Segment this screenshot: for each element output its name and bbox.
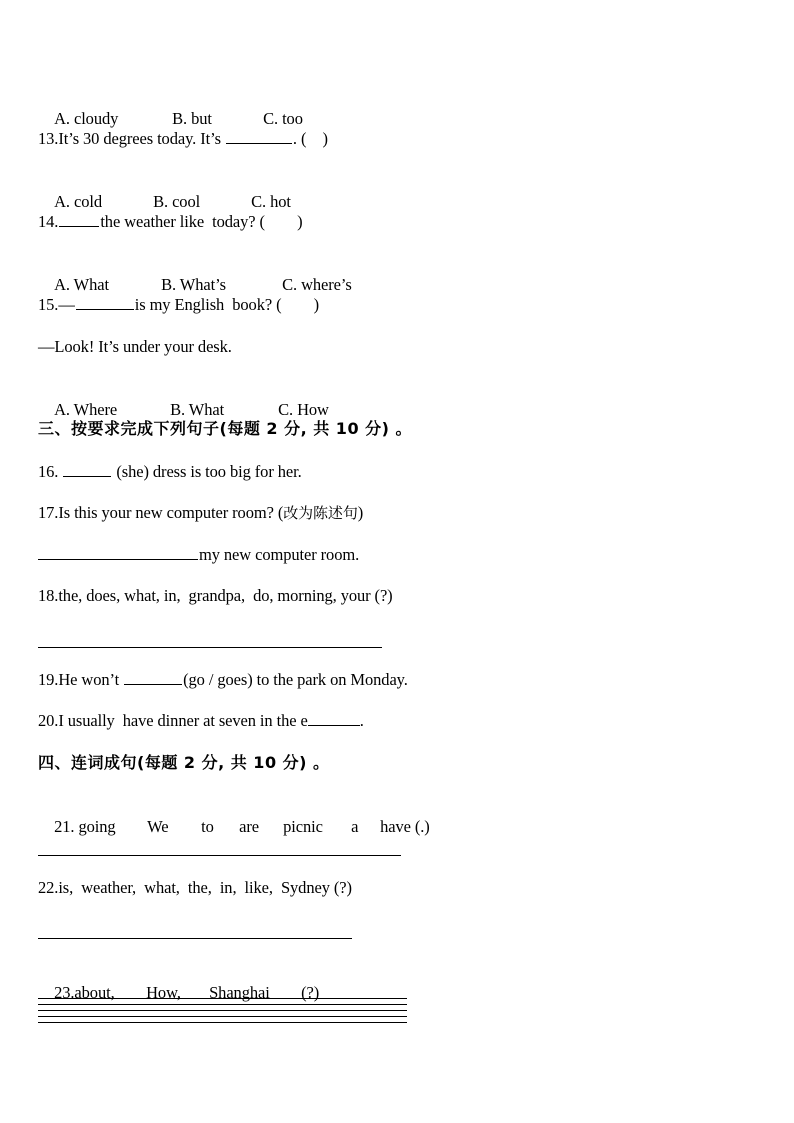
- q14-blank[interactable]: [59, 212, 99, 227]
- question-16: [38, 461, 302, 483]
- q13-option-b: B. cool: [153, 192, 201, 211]
- q14-option-a: A. What: [54, 275, 110, 294]
- q23-word-4: (?): [301, 983, 320, 1002]
- q17-answer-blank[interactable]: [38, 545, 198, 560]
- q17-text: 17.Is this your new computer room? (: [38, 503, 284, 522]
- q23-answer-line-3[interactable]: [38, 1010, 407, 1011]
- q13-text: 13.It’s 30 degrees today. It’s: [38, 129, 225, 148]
- q12-option-a: A. cloudy: [54, 109, 119, 128]
- q22-answer-line[interactable]: [38, 938, 352, 939]
- q15-blank[interactable]: [76, 295, 134, 310]
- section-4-heading: 四、连词成句(每题 2 分, 共 10 分) 。: [38, 753, 330, 772]
- q21-word-5: picnic: [283, 817, 323, 836]
- q21-word-1: 21. going: [54, 817, 116, 836]
- q17-answer-row: [38, 544, 359, 566]
- q17-instruction: 改为陈述句: [283, 504, 358, 522]
- q17-answer-text: my new computer room.: [199, 545, 360, 564]
- q20-blank[interactable]: [308, 711, 360, 726]
- q16-blank[interactable]: [63, 462, 111, 477]
- q12-option-c: C. too: [263, 109, 303, 128]
- question-22: 22.is, weather, what, the, in, like, Sydney (?): [38, 878, 352, 897]
- q20-text: 20.I usually have dinner at seven in the e: [38, 711, 308, 730]
- q18-answer-line[interactable]: [38, 647, 382, 648]
- section-3-heading: 三、按要求完成下列句子(每题 2 分, 共 10 分) 。: [38, 419, 413, 438]
- q15-reply: —Look! It’s under your desk.: [38, 337, 232, 356]
- q23-answer-line-4[interactable]: [38, 1016, 407, 1017]
- q16-number: 16.: [38, 462, 63, 481]
- question-21: [38, 794, 430, 860]
- q16-text: (she) dress is too big for her.: [112, 462, 302, 481]
- q23-answer-line-1[interactable]: [38, 998, 407, 999]
- q15-option-c: C. How: [278, 400, 329, 419]
- q13-option-a: A. cold: [54, 192, 102, 211]
- question-18: 18.the, does, what, in, grandpa, do, morning, your (?): [38, 586, 393, 605]
- q19-blank[interactable]: [124, 670, 182, 685]
- q13-option-c: C. hot: [251, 192, 291, 211]
- q19-text: 19.He won’t: [38, 670, 124, 689]
- question-20: [38, 710, 364, 732]
- q19-text-end: (go / goes) to the park on Monday.: [183, 670, 408, 689]
- question-13: [38, 128, 328, 150]
- q14-text: the weather like today? ( ): [100, 212, 303, 231]
- q20-period: .: [359, 711, 364, 730]
- q15-text: is my English book? ( ): [134, 295, 320, 314]
- q13-blank[interactable]: [226, 129, 292, 144]
- question-17: [38, 502, 363, 524]
- q17-close-paren: ): [357, 503, 364, 522]
- q21-answer-line[interactable]: [38, 855, 401, 856]
- q13-paren: . ( ): [292, 129, 328, 148]
- q12-option-b: B. but: [172, 109, 212, 128]
- q21-word-2: We: [147, 817, 169, 836]
- q23-word-3: Shanghai: [209, 983, 270, 1002]
- q15-number: 15.—: [38, 295, 75, 314]
- q14-option-b: B. What’s: [161, 275, 226, 294]
- q23-word-1: 23.about,: [54, 983, 115, 1002]
- q21-word-3: to: [201, 817, 214, 836]
- q14-option-c: C. where’s: [282, 275, 352, 294]
- q14-number: 14.: [38, 212, 59, 231]
- question-14: [38, 211, 303, 233]
- q15-option-a: A. Where: [54, 400, 118, 419]
- question-15: [38, 294, 319, 316]
- q23-answer-line-2[interactable]: [38, 1004, 407, 1005]
- q21-word-7: have (.): [380, 817, 430, 836]
- q21-word-6: a: [351, 817, 359, 836]
- question-19: [38, 669, 408, 691]
- q23-word-2: How,: [146, 983, 181, 1002]
- q15-option-b: B. What: [170, 400, 225, 419]
- q21-word-4: are: [239, 817, 259, 836]
- q23-answer-line-5[interactable]: [38, 1022, 407, 1023]
